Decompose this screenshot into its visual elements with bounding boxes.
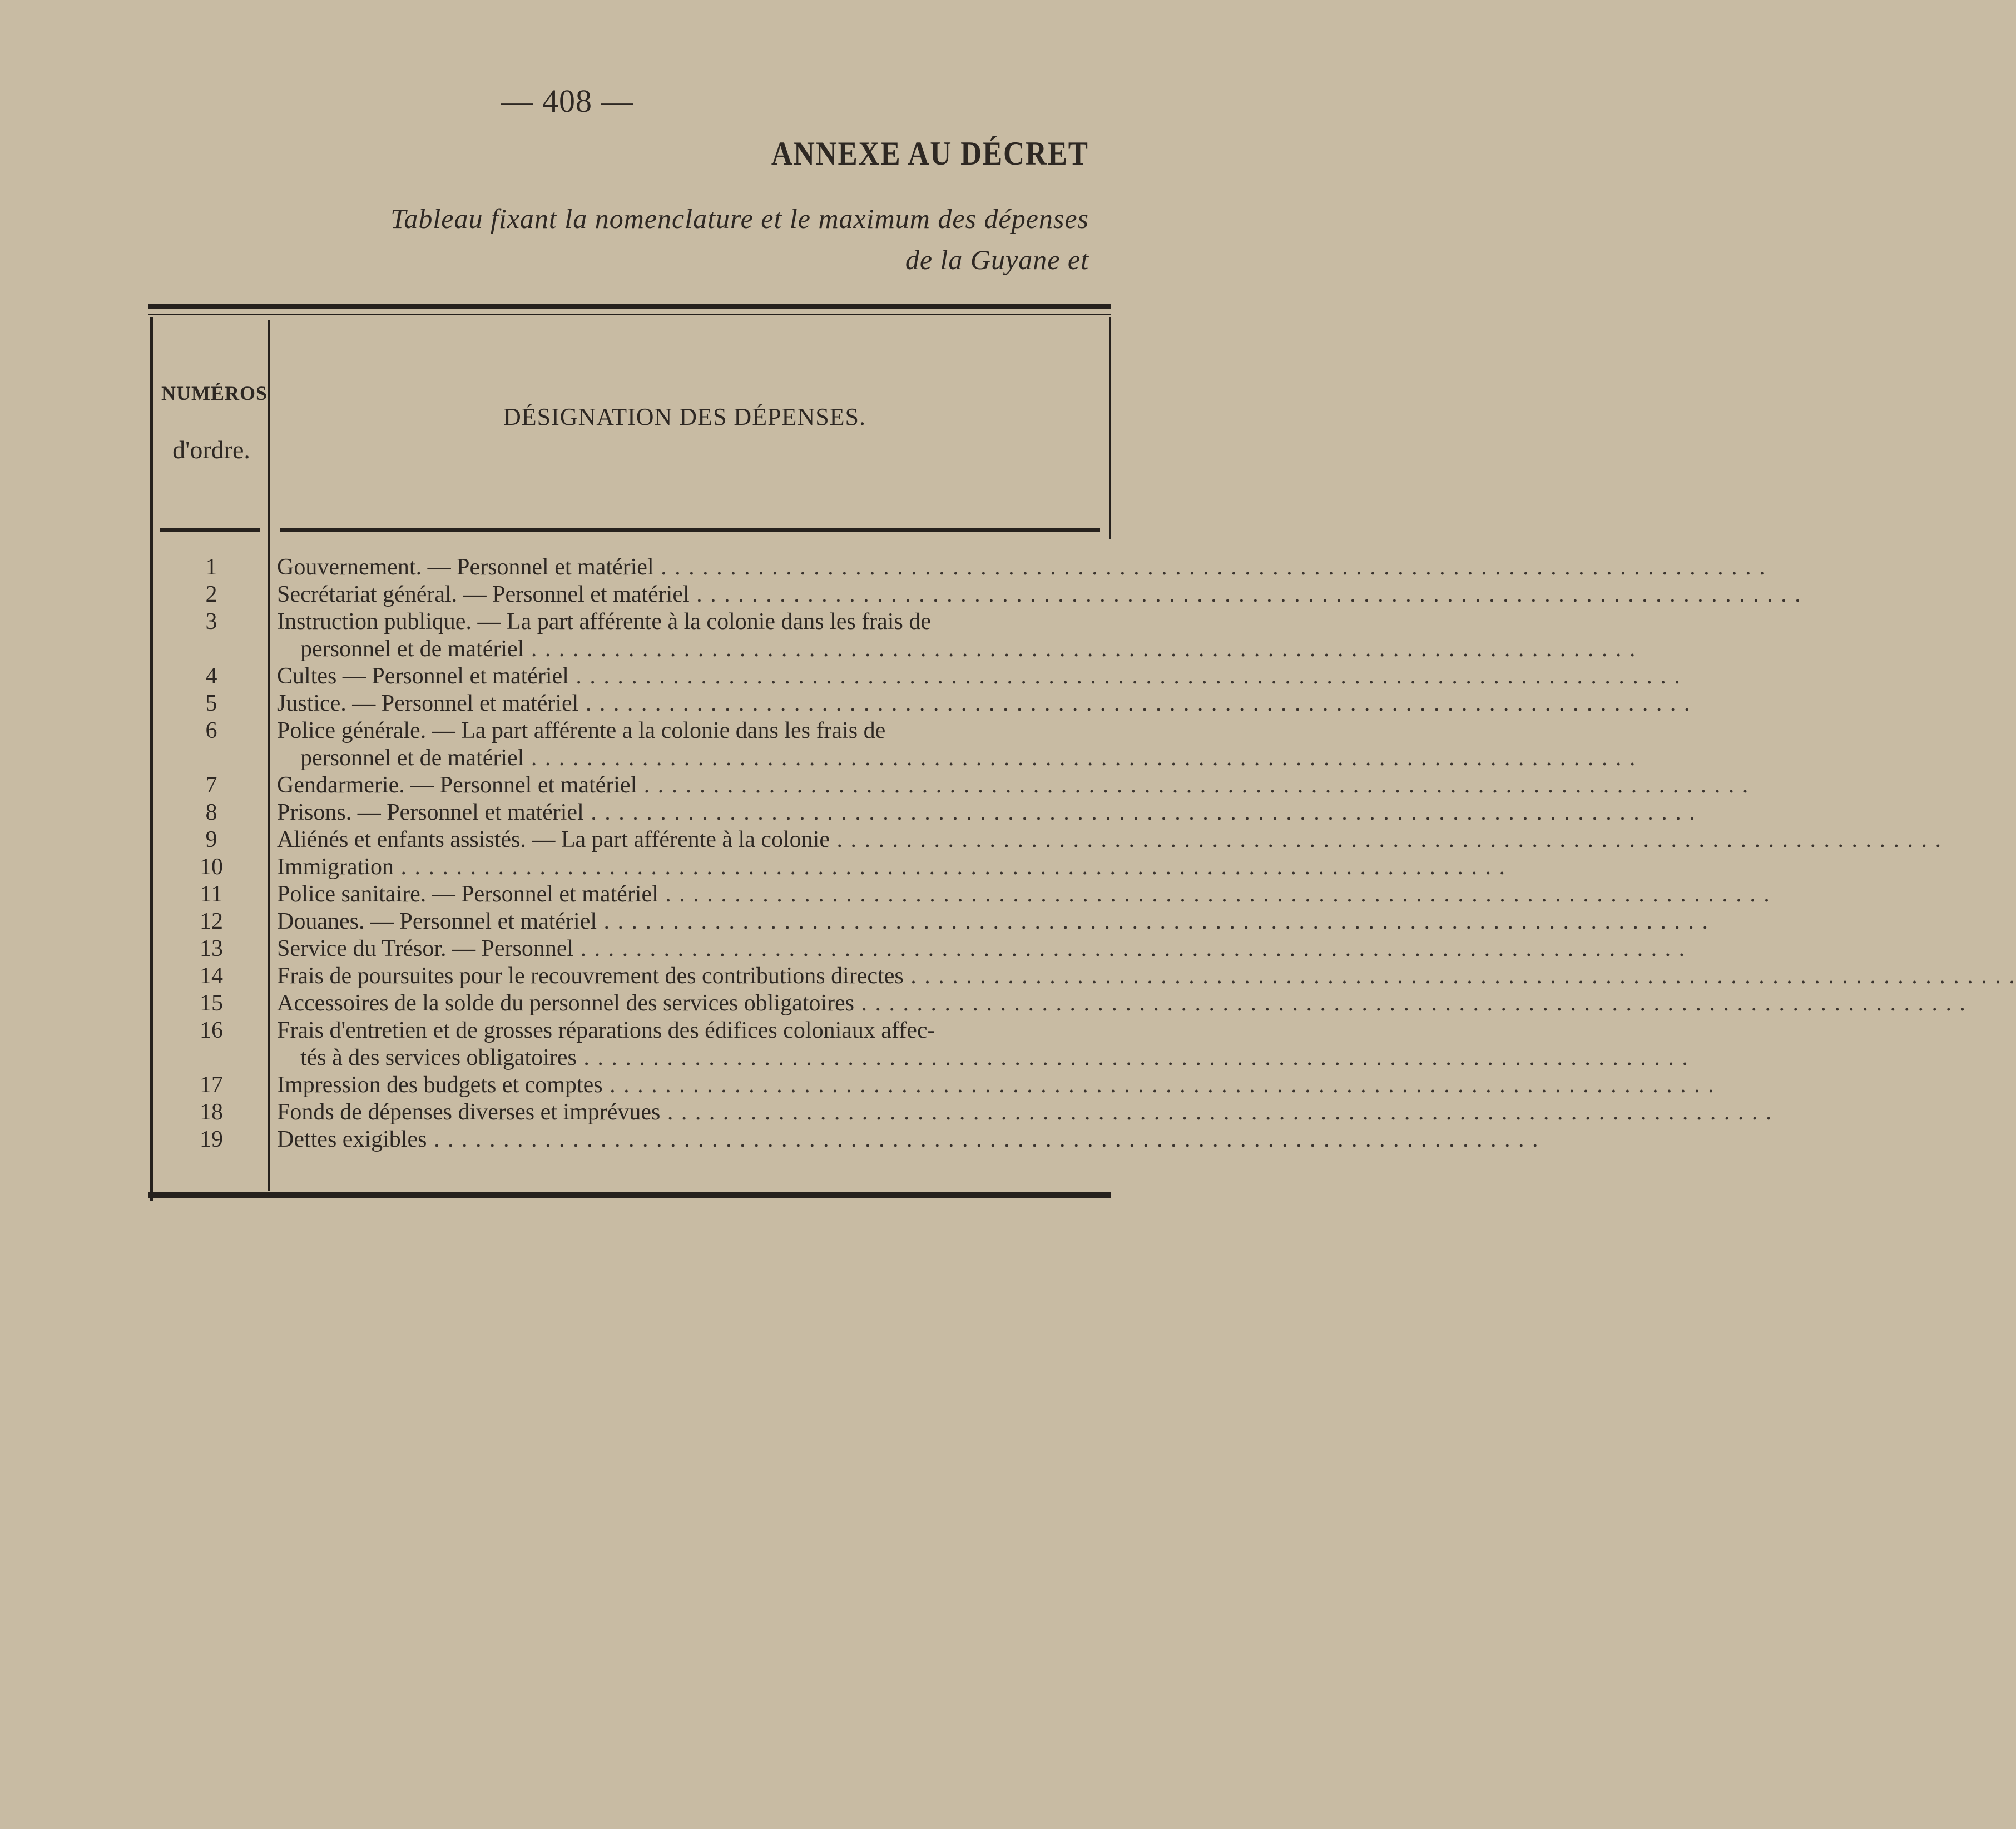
leader-dots: . . . . . . . . . . . . . . . . . . . . . . . . . . . . . . . . . . . . . . . . . . . . . . . . . . . . . . . . . . . . . . . . . . . . . . . . . . . . . . . . [524, 636, 1637, 662]
header-rule-right [280, 528, 1100, 532]
table-row [148, 1126, 1539, 1153]
leader-dots: . . . . . . . . . . . . . . . . . . . . . . . . . . . . . . . . . . . . . . . . . . . . . . . . . . . . . . . . . . . . . . . . . . . . . . . . . . . . . . . . [854, 990, 1967, 1016]
page-number: — 408 — [501, 83, 634, 119]
table-row [148, 990, 1967, 1017]
designation-line: Service du Trésor. — Personnel [277, 936, 574, 961]
table-right-rule [1109, 317, 1111, 539]
row-designation [277, 717, 1637, 772]
row-designation [277, 826, 1942, 854]
leader-dots: . . . . . . . . . . . . . . . . . . . . . . . . . . . . . . . . . . . . . . . . . . . . . . . . . . . . . . . . . . . . . . . . . . . . . . . . . . . . . . . . [597, 909, 1709, 934]
leader-dots: . . . . . . . . . . . . . . . . . . . . . . . . . . . . . . . . . . . . . . . . . . . . . . . . . . . . . . . . . . . . . . . . . . . . . . . . . . . . . . . . [427, 1127, 1539, 1152]
row-designation [277, 1099, 1773, 1126]
designation-line: Douanes. — Personnel et matériel [277, 909, 597, 934]
table-row [148, 963, 2016, 990]
leader-dots: . . . . . . . . . . . . . . . . . . . . . . . . . . . . . . . . . . . . . . . . . . . . . . . . . . . . . . . . . . . . . . . . . . . . . . . . . . . . . . . . [658, 881, 1771, 907]
designation-line: Prisons. — Personnel et matériel [277, 800, 584, 825]
row-number: 3 [205, 609, 217, 635]
table-row [148, 581, 1802, 608]
subtitle-line-1: Tableau fixant la nomenclature et le maximum des dépenses [390, 203, 1089, 234]
designation-line: Police sanitaire. — Personnel et matériel [277, 881, 658, 907]
designation-line: Dettes exigibles [277, 1127, 427, 1152]
row-number: 8 [205, 800, 217, 825]
row-number: 9 [205, 827, 217, 852]
row-designation [277, 908, 1709, 935]
header-numeros: NUMÉROS [161, 382, 268, 404]
table-row [148, 772, 1750, 799]
leader-dots: . . . . . . . . . . . . . . . . . . . . . . . . . . . . . . . . . . . . . . . . . . . . . . . . . . . . . . . . . . . . . . . . . . . . . . . . . . . . . . . . [573, 936, 1686, 961]
row-designation [277, 554, 1766, 581]
table-top-thin-rule [148, 314, 1111, 315]
table-row [148, 690, 1691, 717]
designation-continuation: personnel et de matériel [300, 745, 524, 771]
leader-dots: . . . . . . . . . . . . . . . . . . . . . . . . . . . . . . . . . . . . . . . . . . . . . . . . . . . . . . . . . . . . . . . . . . . . . . . . . . . . . . . . [660, 1099, 1773, 1125]
row-designation [277, 990, 1967, 1017]
table-row [148, 608, 1637, 663]
leader-dots: . . . . . . . . . . . . . . . . . . . . . . . . . . . . . . . . . . . . . . . . . . . . . . . . . . . . . . . . . . . . . . . . . . . . . . . . . . . . . . . . [602, 1072, 1715, 1098]
leader-dots: . . . . . . . . . . . . . . . . . . . . . . . . . . . . . . . . . . . . . . . . . . . . . . . . . . . . . . . . . . . . . . . . . . . . . . . . . . . . . . . . [689, 582, 1802, 607]
leader-dots: . . . . . . . . . . . . . . . . . . . . . . . . . . . . . . . . . . . . . . . . . . . . . . . . . . . . . . . . . . . . . . . . . . . . . . . . . . . . . . . . [578, 691, 1691, 716]
row-number: 11 [200, 881, 223, 907]
table-row [148, 826, 1942, 854]
designation-line: Immigration [277, 854, 394, 880]
row-designation [277, 881, 1771, 908]
designation-line: Justice. — Personnel et matériel [277, 691, 579, 716]
row-number: 12 [200, 909, 223, 934]
row-number: 19 [200, 1127, 223, 1152]
expense-table [148, 304, 2016, 1201]
designation-line: Impression des budgets et comptes [277, 1072, 603, 1098]
row-designation [277, 1126, 1539, 1153]
row-designation [277, 1017, 1689, 1072]
designation-continuation: tés à des services obligatoires [300, 1045, 577, 1070]
designation-line: Frais de poursuites pour le recouvrement des contributions directes [277, 963, 904, 989]
table-row [148, 881, 1771, 908]
row-designation [277, 1072, 1715, 1099]
table-row [148, 1072, 1715, 1099]
leader-dots: . . . . . . . . . . . . . . . . . . . . . . . . . . . . . . . . . . . . . . . . . . . . . . . . . . . . . . . . . . . . . . . . . . . . . . . . . . . . . . . . [637, 772, 1750, 798]
leader-dots: . . . . . . . . . . . . . . . . . . . . . . . . . . . . . . . . . . . . . . . . . . . . . . . . . . . . . . . . . . . . . . . . . . . . . . . . . . . . . . . . [903, 963, 2016, 989]
table-body [148, 554, 2016, 1153]
designation-line: Cultes — Personnel et matériel [277, 663, 569, 689]
row-number: 7 [205, 772, 217, 798]
subtitle-line-2: de la Guyane et [905, 244, 1089, 275]
row-designation [277, 690, 1691, 717]
designation-line: Police générale. — La part afférente a la colonie dans les frais de [277, 718, 886, 744]
designation-line: Secrétariat général. — Personnel et matériel [277, 582, 690, 607]
row-number: 1 [205, 554, 217, 580]
row-number: 10 [200, 854, 223, 880]
leader-dots: . . . . . . . . . . . . . . . . . . . . . . . . . . . . . . . . . . . . . . . . . . . . . . . . . . . . . . . . . . . . . . . . . . . . . . . . . . . . . . . . [524, 745, 1637, 771]
annex-title: ANNEXE AU DÉCRET [771, 135, 1089, 172]
row-designation [277, 663, 1681, 690]
header-designation: DÉSIGNATION DES DÉPENSES. [503, 403, 866, 430]
table-bottom-rule [148, 1192, 1111, 1198]
row-number: 14 [200, 963, 223, 989]
designation-line: Gouvernement. — Personnel et matériel [277, 554, 654, 580]
table-row [148, 799, 1696, 826]
table-top-rule [148, 304, 1111, 309]
row-designation [277, 854, 1506, 881]
row-number: 4 [205, 663, 217, 689]
row-designation [277, 963, 2016, 990]
designation-line: Gendarmerie. — Personnel et matériel [277, 772, 637, 798]
row-designation [277, 608, 1637, 663]
row-designation [277, 581, 1802, 608]
row-number: 5 [205, 691, 217, 716]
table-row [148, 1017, 1689, 1072]
leader-dots: . . . . . . . . . . . . . . . . . . . . . . . . . . . . . . . . . . . . . . . . . . . . . . . . . . . . . . . . . . . . . . . . . . . . . . . . . . . . . . . . [583, 800, 1696, 825]
header-ordre: d'ordre. [172, 435, 250, 464]
designation-line: Aliénés et enfants assistés. — La part afférente à la colonie [277, 827, 830, 852]
table-row [148, 1099, 1773, 1126]
leader-dots: . . . . . . . . . . . . . . . . . . . . . . . . . . . . . . . . . . . . . . . . . . . . . . . . . . . . . . . . . . . . . . . . . . . . . . . . . . . . . . . . [830, 827, 1942, 852]
row-number: 13 [200, 936, 223, 961]
row-designation [277, 772, 1750, 799]
row-number: 6 [205, 718, 217, 744]
table-row [148, 663, 1681, 690]
row-designation [277, 799, 1696, 826]
designation-line: Accessoires de la solde du personnel des services obligatoires [277, 990, 855, 1016]
leader-dots: . . . . . . . . . . . . . . . . . . . . . . . . . . . . . . . . . . . . . . . . . . . . . . . . . . . . . . . . . . . . . . . . . . . . . . . . . . . . . . . . [568, 663, 1681, 689]
header-rule-left [160, 528, 260, 532]
row-number: 15 [200, 990, 223, 1016]
table-row [148, 854, 1506, 881]
table-row [148, 554, 1766, 581]
row-number: 16 [200, 1018, 223, 1043]
designation-line: Fonds de dépenses diverses et imprévues [277, 1099, 661, 1125]
row-number: 2 [205, 582, 217, 607]
leader-dots: . . . . . . . . . . . . . . . . . . . . . . . . . . . . . . . . . . . . . . . . . . . . . . . . . . . . . . . . . . . . . . . . . . . . . . . . . . . . . . . . [576, 1045, 1689, 1070]
row-designation [277, 935, 1686, 963]
designation-line: Frais d'entretien et de grosses réparations des édifices coloniaux affec- [277, 1018, 935, 1043]
designation-line: Instruction publique. — La part afférente à la colonie dans les frais de [277, 609, 931, 635]
designation-continuation: personnel et de matériel [300, 636, 524, 662]
row-number: 17 [200, 1072, 223, 1098]
table-row [148, 908, 1709, 935]
row-number: 18 [200, 1099, 223, 1125]
table-row [148, 935, 1686, 963]
leader-dots: . . . . . . . . . . . . . . . . . . . . . . . . . . . . . . . . . . . . . . . . . . . . . . . . . . . . . . . . . . . . . . . . . . . . . . . . . . . . . . . . [653, 554, 1766, 580]
table-row [148, 717, 1637, 772]
leader-dots: . . . . . . . . . . . . . . . . . . . . . . . . . . . . . . . . . . . . . . . . . . . . . . . . . . . . . . . . . . . . . . . . . . . . . . . . . . . . . . . . [393, 854, 1506, 880]
